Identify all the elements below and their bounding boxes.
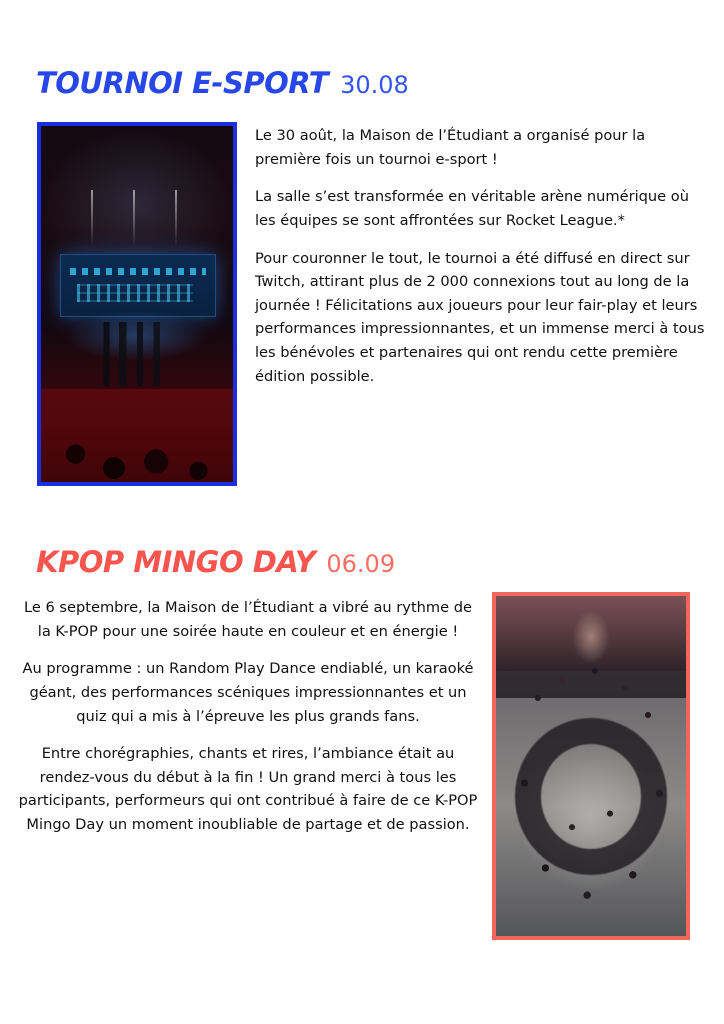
projection-screen (60, 254, 216, 317)
paragraph: Le 6 septembre, la Maison de l’Étudiant a vibré au rythme de la K-POP pour une soirée haute en couleur et en énergie ! (23, 599, 472, 640)
audience-crowd (41, 389, 233, 482)
section-title-kpop: KPOP MINGO DAY (36, 545, 316, 579)
paragraph: Le 30 août, la Maison de l’Étudiant a organisé pour la première fois un tournoi e-sport ! (255, 127, 646, 168)
section-heading-kpop (36, 545, 395, 579)
light-beam-icon (133, 190, 135, 247)
paragraph: Au programme : un Random Play Dance endiablé, un karaoké géant, des performances scéniques impressionnantes et un quiz qui a mis à l’épreuve les plus grands fans. (22, 660, 474, 725)
photo-esport (37, 122, 237, 486)
stage-figures (99, 322, 176, 386)
light-beam-icon (91, 190, 93, 247)
paragraph: Pour couronner le tout, le tournoi a été diffusé en direct sur Twitch, attirant plus de 2 000 connexions tout au long de la journée ! Félicitations aux joueurs pour leur fair-play et leurs performances impressionnantes, et un immense merci à tous les bénévoles et partenaires qui ont rendu cette première édition possible. (255, 249, 705, 385)
section-heading-esport (36, 66, 409, 100)
section-date-kpop: 06.09 (326, 550, 396, 578)
photo-kpop-scene (496, 596, 686, 936)
photo-esport-scene (41, 126, 233, 482)
section-date-esport: 30.08 (340, 71, 409, 99)
crowd-people (496, 596, 686, 936)
paragraph: La salle s’est transformée en véritable arène numérique où les équipes se sont affrontées sur Rocket League.* (255, 188, 689, 229)
paragraph: Entre chorégraphies, chants et rires, l’ambiance était au rendez-vous du début à la fin ! Un grand merci à tous les participants, performeurs qui ont contribué à faire de ce K-POP Mingo Day un moment inoubliable de partage et de passion. (18, 745, 478, 834)
section-body-esport (255, 124, 705, 388)
section-title-esport: TOURNOI E-SPORT (36, 66, 329, 100)
photo-kpop (492, 592, 690, 940)
light-beam-icon (175, 190, 177, 247)
section-body-kpop (16, 596, 480, 837)
